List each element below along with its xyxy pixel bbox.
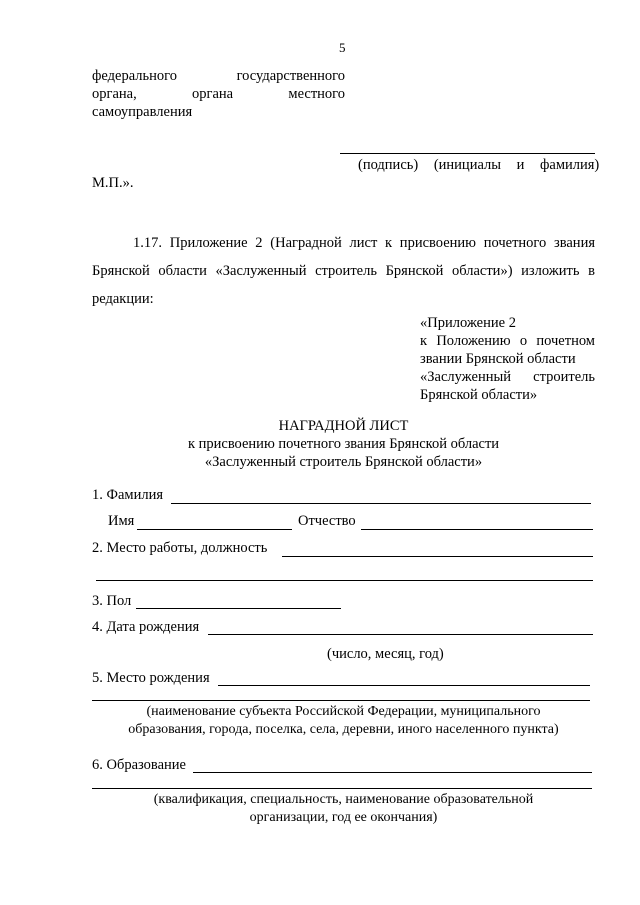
name-field[interactable] [137, 529, 292, 530]
education-hint-2: организации, год ее окончания) [249, 810, 438, 825]
amendment-line-2: Брянской области «Заслуженный строитель Брянской области») изложить в [92, 263, 595, 279]
signature-caption: (подпись) (инициалы и фамилия) [358, 157, 600, 173]
birth-place-label: 5. Место рождения [92, 670, 210, 686]
surname-label: 1. Фамилия [92, 487, 163, 503]
birth-place-field-continued[interactable] [92, 700, 590, 701]
workplace-field[interactable] [282, 556, 593, 557]
workplace-field-continued[interactable] [96, 580, 593, 581]
amendment-line-3: редакции: [92, 291, 154, 307]
sex-label: 3. Пол [92, 593, 132, 609]
amendment-line-1: 1.17. Приложение 2 (Наградной лист к присвоению почетного звания [133, 235, 595, 251]
authority-line-3: самоуправления [92, 104, 193, 120]
education-field[interactable] [193, 772, 592, 773]
education-hint-1: (квалификация, специальность, наименование образовательной [153, 792, 534, 807]
appendix-ref-line-2: к Положению о почетном [420, 333, 595, 349]
sex-field[interactable] [136, 608, 341, 609]
form-subtitle-2: «Заслуженный строитель Брянской области» [204, 454, 483, 470]
surname-field[interactable] [171, 503, 591, 504]
form-subtitle-1: к присвоению почетного звания Брянской области [187, 436, 500, 452]
authority-line-2: органа, органа местного [92, 86, 345, 102]
birth-date-label: 4. Дата рождения [92, 619, 200, 635]
authority-line-1: федерального государственного [92, 68, 345, 84]
appendix-ref-line-5: Брянской области» [420, 387, 538, 403]
education-field-continued[interactable] [92, 788, 592, 789]
appendix-ref-line-1: «Приложение 2 [420, 315, 516, 331]
patronymic-label: Отчество [298, 513, 356, 529]
birth-place-hint-2: образования, города, поселка, села, деревни, иного населенного пункта) [128, 722, 559, 737]
birth-date-field[interactable] [208, 634, 593, 635]
birth-date-hint: (число, месяц, год) [327, 646, 444, 662]
form-title: НАГРАДНОЙ ЛИСТ [278, 418, 409, 434]
stamp-label: М.П.». [92, 175, 134, 191]
birth-place-field[interactable] [218, 685, 590, 686]
workplace-label: 2. Место работы, должность [92, 540, 268, 556]
appendix-ref-line-4: «Заслуженный строитель [420, 369, 595, 385]
education-label: 6. Образование [92, 757, 186, 773]
patronymic-field[interactable] [361, 529, 593, 530]
page-number: 5 [339, 40, 346, 55]
name-label: Имя [108, 513, 135, 529]
signature-line [340, 153, 595, 154]
appendix-ref-line-3: звании Брянской области [420, 351, 576, 367]
birth-place-hint-1: (наименование субъекта Российской Федерации, муниципального [146, 704, 541, 719]
